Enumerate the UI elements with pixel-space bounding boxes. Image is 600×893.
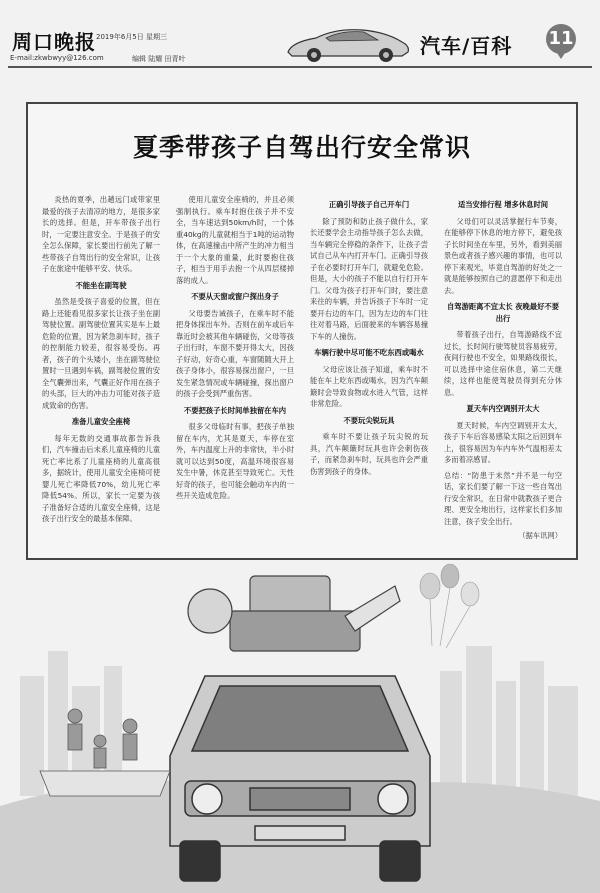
header-rule xyxy=(8,66,592,68)
sports-car-illustration xyxy=(282,22,412,66)
article-body xyxy=(42,194,562,544)
paragraph: 每年无数的交通事故都告诉我们，汽车撞击后未系儿童座椅的儿童死亡率比系了儿童座椅的儿童高很多，据统计，使用儿童安全座椅可使婴儿死亡率降低70%，幼儿死亡率降低54%。所以，家长一定要为孩子准备好合适的儿童安全座椅，这是孩子出行安全的最基本保障。 xyxy=(42,433,160,523)
family-car-illustration xyxy=(0,556,600,893)
article-title: 夏季带孩子自驾出行安全常识 xyxy=(132,133,471,162)
article-column-4 xyxy=(444,194,562,544)
subheading: 夏天车内空调别开太大 xyxy=(466,404,540,413)
subheading: 不要玩尖锐玩具 xyxy=(343,415,395,425)
paragraph: 除了预防和防止孩子做什么，家长还要学会主动指导孩子怎么去做，当车辆完全停稳的条件下，让孩子尝试自己从车内打开车门。正确引导孩子在必要时打开车门，就避免危险。但是，大小的孩子不能以自行打开车门。父母为孩子打开车门时，要注意来往的车辆，并告诉孩子下车时一定要开右边的车门，因为左边的车门往往对着马路，后面驶来的车辆容易撞下车的人撞伤。 xyxy=(310,216,428,341)
paragraph: 炎热的夏季，出趟远门或带家里最爱的孩子去清凉的地方，是很多家长的选择。但是，开车带孩子出行时，一定要注意安全。于是孩子的安全怎么保障，家长要出行前先了解一些带孩子自驾出行的安全常识，让孩子在旅途中能够平安、快乐。 xyxy=(42,195,160,273)
article-column-2 xyxy=(176,194,294,544)
subheading: 车辆行驶中尽可能不吃东西或喝水 xyxy=(314,348,424,357)
closing-note: 总结：“防患于未然”并不是一句空话，家长们要了解一下这一些自驾出行安全常识，在日常中就教孩子更合理、更安全地出行，这样家长们多加注意，孩子安全出行。 xyxy=(444,470,562,526)
page-header xyxy=(0,0,600,70)
subheading: 不能坐在副驾驶 xyxy=(75,280,127,290)
article-column-3 xyxy=(310,194,428,544)
paragraph: 夏天时候，车内空调别开太大，孩子下车后容易感染太阳之后回到车上，很容易因为车内车外气温相差太多而着凉感冒。 xyxy=(444,420,562,464)
paragraph: 父母应该让孩子知道，乘车时不能在车上吃东西或喝水，因为汽车颠簸时会导致食物或水进入气管，这样非常危险。 xyxy=(310,364,428,408)
subheading: 准备儿童安全座椅 xyxy=(71,417,131,426)
paragraph: 使用儿童安全座椅的，并且必须强制执行。乘车时抱住孩子并不安全，当车速达到50km/h时，一个体重40kg的儿童就相当于1吨的运动物体，在高速撞击中所产生的冲力相当于一个大象的重量，此时要抱住孩子，相当于用手去抱一个从四层楼掉落的成人。 xyxy=(176,195,294,285)
article-box xyxy=(26,102,578,560)
subheading: 适当安排行程 增多休息时间 xyxy=(457,200,549,209)
page-number-badge: 11 xyxy=(546,24,576,54)
subheading: 自驾游距离不宜太长 夜晚最好不要出行 xyxy=(447,302,559,323)
paragraph: 带着孩子出行，自驾游路线不宜过长，长时间行驶驾驶员容易疲劳，夜间行驶也不安全，如果路线很长，可以选择中途住宿休息，第二天继续，这样也能使驾驶员得到充分休息。 xyxy=(444,330,562,397)
paragraph: 父母要告诫孩子，在乘车时不能把身体探出车外。否则在前车或后车靠近时会被其他车辆碰伤，父母等孩子出行时，车窗不要开得太大，因孩子好动，好奇心重，车窗随随大开上孩子身体小，很容易探出窗户，一旦发生紧急情况或车辆碰撞，探出窗户的孩子会受到严重伤害。 xyxy=(176,308,294,398)
paragraph: 虽然是受孩子喜爱的位置，但在路上还能看见很多家长让孩子坐在副驾驶位置。副驾驶位置其实是车上最危险的位置，因为紧急刹车时，孩子的控制能力较差，很容易受伤。再者，孩子的个头矮小，坐在副驾驶位置时一旦遇到车祸，副驾驶位置的安全气囊弹出来，气囊正好作用在孩子的头部，巨大的冲击力可能对孩子造成致命的伤害。 xyxy=(42,297,160,410)
issue-date: 2019年6月5日 星期三 xyxy=(96,33,167,41)
subheading: 不要把孩子长时间单独留在车内 xyxy=(183,405,287,415)
section-title: 汽车/百科 xyxy=(420,34,513,58)
masthead: 周口晚报 xyxy=(12,30,96,54)
subheading: 正确引导孩子自己开车门 xyxy=(328,200,410,209)
paragraph: 很多父母临时有事，把孩子单独留在车内，尤其是夏天，车停在室外，车内温度上升的非常快，半小时就可以达到50度，高温环境很容易发生中暑，休克甚至导致死亡。天性好奇的孩子，也可能会触动车内的一些开关造成危险。 xyxy=(176,422,294,500)
article-column-1 xyxy=(42,194,160,544)
paragraph: 乘车时不要让孩子玩尖锐的玩具，汽车颠簸时玩具也许会刺伤孩子，而紧急刹车时，玩具也许会严重伤害到孩子的身体。 xyxy=(310,432,428,476)
source-credit: （据车讯网） xyxy=(518,531,562,540)
paragraph: 父母们可以灵活掌握行车节奏，在能够停下休息的地方停下，避免孩子长时间坐在车里，另外，看到美丽景色或者孩子感兴趣的事情，也可以停下来观光，毕竟自驾游的好处之一就是能够按照自己的意愿停下和走出去。 xyxy=(444,216,562,295)
subheading: 不要从天窗或窗户探出身子 xyxy=(191,292,279,301)
contact-email: E-mail:zkwbwyy@126.com xyxy=(10,54,104,62)
editor-credit: 编辑 陆耀 田青叶 xyxy=(132,55,186,63)
